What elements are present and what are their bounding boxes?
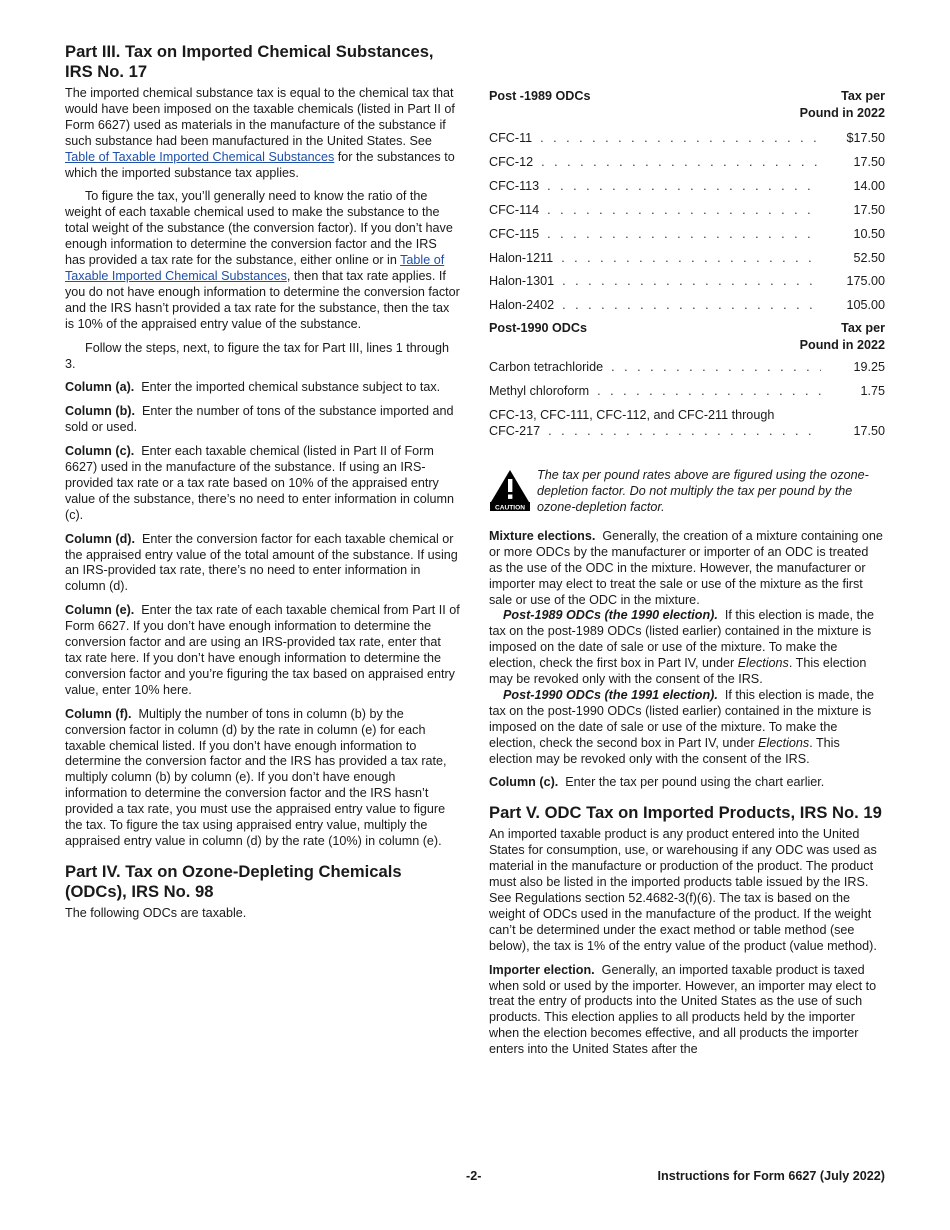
- caution-text: The tax per pound rates above are figured using the ozone-depletion factor. Do not multiply the tax per pound by the ozone-depletion factor.: [537, 467, 869, 514]
- caution-icon: [489, 468, 531, 517]
- table-row: CFC-12 . . . 17.50: [489, 155, 885, 171]
- importer-election: Importer election. Generally, an imported taxable product is taxed when sold or used by the importer. However, an importer may elect to treat the entry of products into the United States as the use of such products. This election applies to all products held by the importer when the election becomes effective, and all products the importer enters into the United States after the: [489, 962, 877, 1057]
- table-header-post-1990: [489, 320, 885, 354]
- table-row: CFC-11 . . . $17.50: [489, 131, 885, 147]
- table-row: Methyl chloroform . . . 1.75: [489, 384, 885, 400]
- column-e-instruction: Column (e). Enter the tax rate of each taxable chemical from Part II of Form 6627. If you don’t have enough information to determine the conversion factor and are using an IRS-provided tax rate, enter that tax rate here. If you don’t have enough information to determine the conversion factor and you’re figuring the tax based on appraised entry value, enter 10% here.: [65, 603, 460, 697]
- table-imported-substances-link[interactable]: Table of Taxable Imported Chemical Substances: [65, 149, 335, 164]
- table-row: Halon-1301 . . . 175.00: [489, 274, 885, 290]
- group2-label: Post-1990 ODCs: [489, 321, 587, 336]
- election-1990: Post-1989 ODCs (the 1990 election). If this election is made, the tax on the post-1989 ODCs (listed earlier) contained in the mixture is imposed on the date of sale or use of the mixture. To make the election, check the first box in Part IV, under Elections. This election may be revoked only with the consent of the IRS.: [489, 608, 874, 687]
- table-header-post-1989: [489, 88, 885, 122]
- table-row: CFC-115 . . . 10.50: [489, 227, 885, 243]
- part3-paragraph-1: The imported chemical substance tax is equal to the chemical tax that would have been imposed on the taxable chemicals (listed in Part II of Form 6627) used as materials in the manufacture of the substance if such substance had been manufactured in the United States. See Table of Taxable Imported Chemical Substances for the substances to which the imported substance tax applies.: [65, 86, 455, 180]
- left-column: [65, 42, 460, 930]
- caution-note: [489, 468, 885, 517]
- group2-column-header: Tax per Pound in 2022: [799, 321, 885, 353]
- table-row: Halon-1211 . . . 52.50: [489, 251, 885, 267]
- form-title-footer: Instructions for Form 6627 (July 2022): [657, 1169, 885, 1183]
- odc-tax-table: [489, 88, 885, 440]
- table-row: Carbon tetrachloride . . . 19.25: [489, 360, 885, 376]
- column-d-instruction: Column (d). Enter the conversion factor for each taxable chemical or the appraised entry value of the total amount of the substance. If using an IRS-provided tax rate, there’s no need to enter information in column (d).: [65, 531, 458, 594]
- part5-heading: Part V. ODC Tax on Imported Products, IRS No. 19: [489, 803, 882, 823]
- part3-heading: Part III. Tax on Imported Chemical Substances, IRS No. 17: [65, 42, 434, 81]
- group1-label: Post -1989 ODCs: [489, 89, 591, 103]
- part3-paragraph-3: Follow the steps, next, to figure the tax for Part III, lines 1 through 3.: [65, 340, 450, 371]
- mixture-elections: Mixture elections. Generally, the creation of a mixture containing one or more ODCs by the manufacturer or importer of an ODC is treated as the use of the ODC in the mixture. However, the manufacturer or importer may elect to treat the sale or use of the mixture as the first sale or use of the ODC in the mixture.: [489, 528, 883, 607]
- page-number: -2-: [466, 1169, 482, 1183]
- part5-paragraph-1: An imported taxable product is any product entered into the United States for consumption, use, or warehousing if any ODC was used as material in the manufacture or production of the product. The product must also be listed in the imported products table issued by the IRS. See Regulations section 52.4682-3(f)(6). The tax is based on the weight of ODCs used in the manufacture of the product. If the weight can’t be determined under the exact method or table method (see below), the tax is 1% of the entry value of the product (value method).: [489, 827, 877, 953]
- table-row: CFC-113 . . . 14.00: [489, 179, 885, 195]
- column-f-instruction: Column (f). Multiply the number of tons in column (b) by the conversion factor in column (d) by the rate in column (e) for each taxable chemical listed. If you don’t have enough information to determine the conversion factor and the IRS has provided a tax rate, multiply column (b) by column (e). If you don’t have enough information to determine the conversion factor and the IRS hasn’t provided a tax rate, you must use the appraised entry value to figure the tax. To figure the tax using appraised entry value, multiply the appraised entry value in column (d) by the rate (10%) in column (e).: [65, 706, 447, 848]
- election-1991: Post-1990 ODCs (the 1991 election). If this election is made, the tax on the post-1990 ODCs (listed earlier) contained in the mixture is imposed on the date of sale or use of the mixture. To make the election, check the second box in Part IV, under Elections. This election may be revoked only with the consent of the IRS.: [489, 687, 874, 766]
- table-row: CFC-114 . . . 17.50: [489, 203, 885, 219]
- right-column: [489, 85, 885, 1058]
- caution-label: CAUTION: [494, 504, 526, 512]
- table-row: CFC-13, CFC-111, CFC-112, and CFC-211 through CFC-217 . . . 17.50: [489, 408, 885, 440]
- table-imported-substances-link-2[interactable]: Table of Taxable Imported Chemical Substances: [65, 253, 445, 283]
- group1-column-header: Tax per Pound in 2022: [799, 89, 885, 120]
- mixture-column-c: Column (c). Enter the tax per pound using the chart earlier.: [489, 775, 825, 790]
- part3-paragraph-2: To figure the tax, you’ll generally need to know the ratio of the weight of each taxable chemical used to make the substance to the total weight of the substance (the conversion factor). If you don’t have enough information to determine the conversion factor and the IRS has provided a tax rate for the substance, either online or in Table of Taxable Imported Chemical Substances, then that tax rate applies. If you do not have enough information to determine the conversion factor and the IRS hasn’t provided a tax rate for the substance, then the tax is 10% of the appraised entry value of the substance.: [65, 189, 460, 331]
- table-row: Halon-2402 . . . 105.00: [489, 298, 885, 314]
- column-a-instruction: Column (a). Enter the imported chemical substance subject to tax.: [65, 380, 441, 395]
- part4-heading: Part IV. Tax on Ozone-Depleting Chemicals (ODCs), IRS No. 98: [65, 861, 402, 901]
- part4-intro: The following ODCs are taxable.: [65, 905, 247, 920]
- column-b-instruction: Column (b). Enter the number of tons of the substance imported and sold or used.: [65, 404, 454, 435]
- column-c-instruction: Column (c). Enter each taxable chemical (listed in Part II of Form 6627) used in the manufacture of the substance. If using an IRS-provided tax rate or a tax rate based on 10% of the appraised entry value of the substance, there’s no need to enter information in column (c).: [65, 444, 455, 522]
